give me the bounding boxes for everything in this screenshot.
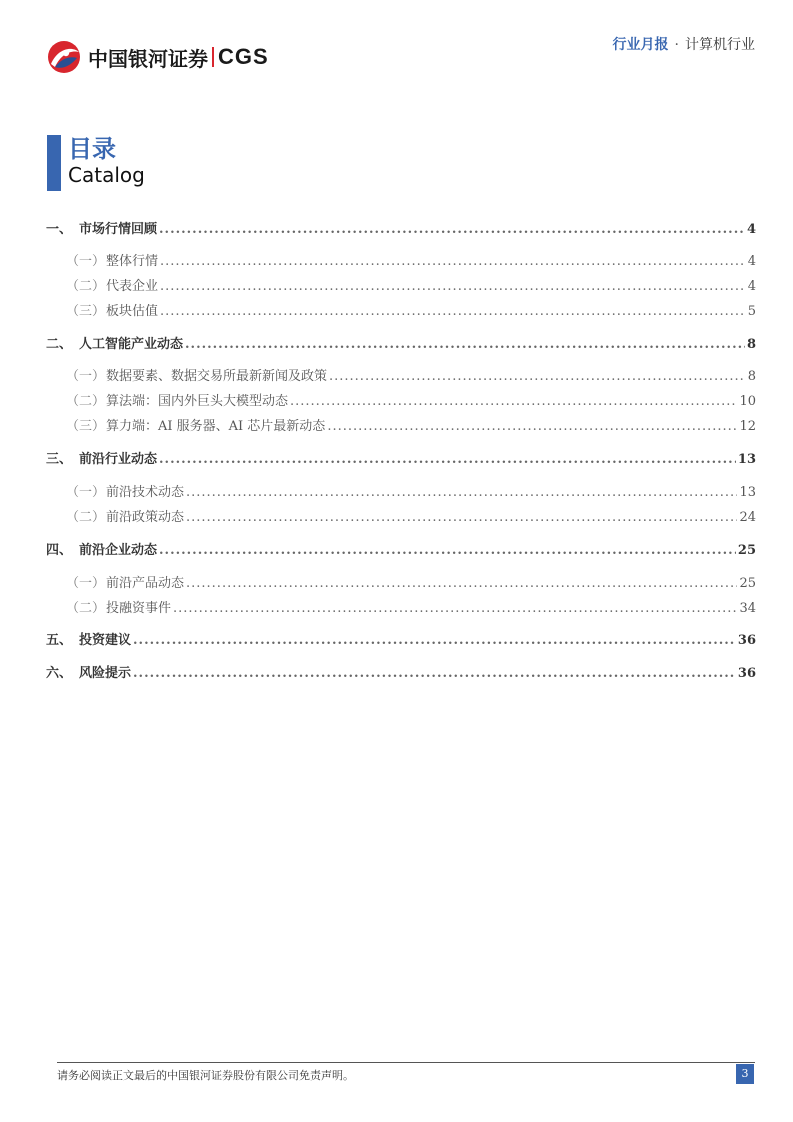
toc-section[interactable] [46,218,756,237]
toc-section[interactable] [46,539,756,558]
footer-divider [57,1062,755,1063]
toc-title: 数据要素、数据交易所最新新闻及政策 [106,369,328,384]
toc-title: 前沿政策动态 [106,510,185,525]
toc-page-number: 12 [739,419,756,434]
galaxy-logo-icon [46,40,82,74]
toc-title: 风险提示 [79,666,132,681]
industry-name: 计算机行业 [685,37,755,53]
toc-title: 前沿行业动态 [79,452,158,467]
toc-title: 前沿企业动态 [79,543,158,558]
toc-page-number: 25 [739,576,756,591]
toc-leader-dots [186,510,737,525]
toc-title: 整体行情 [106,254,159,269]
toc-subsection[interactable] [46,250,756,269]
title-accent-bar [47,135,61,191]
toc-number: （一） [66,369,106,384]
toc-leader-dots [159,452,736,467]
toc-number: （一） [66,576,106,591]
toc-number: 二、 [46,337,73,352]
toc-section[interactable] [46,448,756,467]
toc-subsection[interactable] [46,572,756,591]
toc-page-number: 34 [739,601,756,616]
toc-title: 投资建议 [79,633,132,648]
toc-subsection[interactable] [46,300,756,319]
toc-leader-dots [290,394,737,409]
toc-page-number: 8 [746,337,756,352]
toc-leader-dots [185,337,745,352]
toc-title: 前沿技术动态 [106,485,185,500]
toc-title: 投融资事件 [106,601,172,616]
toc-subsection[interactable] [46,597,756,616]
toc-number: 三、 [46,452,73,467]
toc-subsection[interactable] [46,275,756,294]
company-logo [46,40,269,74]
toc-leader-dots [186,485,737,500]
report-type: 行业月报 [612,37,669,53]
toc-leader-dots [159,222,745,237]
toc-number: 五、 [46,633,73,648]
toc-number: 一、 [46,222,73,237]
toc-title: 算法端：国内外巨头大模型动态 [106,394,289,409]
toc-number: （一） [66,254,106,269]
toc-page-number: 4 [747,254,756,269]
toc-page-number: 24 [739,510,756,525]
toc-page-number: 25 [737,543,756,558]
toc-page-number: 5 [747,304,756,319]
toc-title: 前沿产品动态 [106,576,185,591]
toc-number: （三） [66,419,106,434]
toc-number: （二） [66,510,106,525]
page-number: 3 [736,1064,754,1084]
toc-leader-dots [133,666,736,681]
logo-cn-text: 中国银河证券 [88,46,208,71]
toc-section[interactable] [46,662,756,681]
toc-page-number: 36 [737,633,756,648]
toc-leader-dots [160,304,746,319]
toc-leader-dots [329,369,746,384]
report-header [613,34,755,54]
toc-title: 代表企业 [106,279,159,294]
toc-leader-dots [186,576,737,591]
toc-leader-dots [160,279,746,294]
toc-section[interactable] [46,629,756,648]
footer-disclaimer: 请务必阅读正文最后的中国银河证券股份有限公司免责声明。 [57,1069,354,1082]
toc-number: （一） [66,485,106,500]
toc-number: （二） [66,394,106,409]
toc-leader-dots [160,254,746,269]
toc-section[interactable] [46,333,756,352]
toc-subsection[interactable] [46,415,756,434]
logo-en-text: CGS [218,44,269,69]
toc-subsection[interactable] [46,481,756,500]
toc-page-number: 13 [739,485,756,500]
page-subtitle: Catalog [68,163,145,187]
toc-title: 算力端：AI 服务器、AI 芯片最新动态 [106,419,326,434]
toc-page-number: 10 [739,394,756,409]
toc-leader-dots [159,543,736,558]
toc-leader-dots [173,601,737,616]
toc-subsection[interactable] [46,365,756,384]
toc-number: （二） [66,279,106,294]
logo-divider [212,47,214,67]
toc-leader-dots [327,419,737,434]
toc-subsection[interactable] [46,390,756,409]
toc-page-number: 8 [747,369,756,384]
toc-leader-dots [133,633,736,648]
toc-page-number: 13 [737,452,756,467]
toc-page-number: 4 [747,279,756,294]
toc-subsection[interactable] [46,506,756,525]
toc-title: 市场行情回顾 [79,222,158,237]
page-title: 目录 [68,135,116,163]
toc-page-number: 36 [737,666,756,681]
toc-number: （三） [66,304,106,319]
header-separator: · [674,37,679,53]
toc-title: 人工智能产业动态 [79,337,184,352]
toc-number: 六、 [46,666,73,681]
toc-title: 板块估值 [106,304,159,319]
toc-number: （二） [66,601,106,616]
toc-page-number: 4 [746,222,756,237]
toc-number: 四、 [46,543,73,558]
